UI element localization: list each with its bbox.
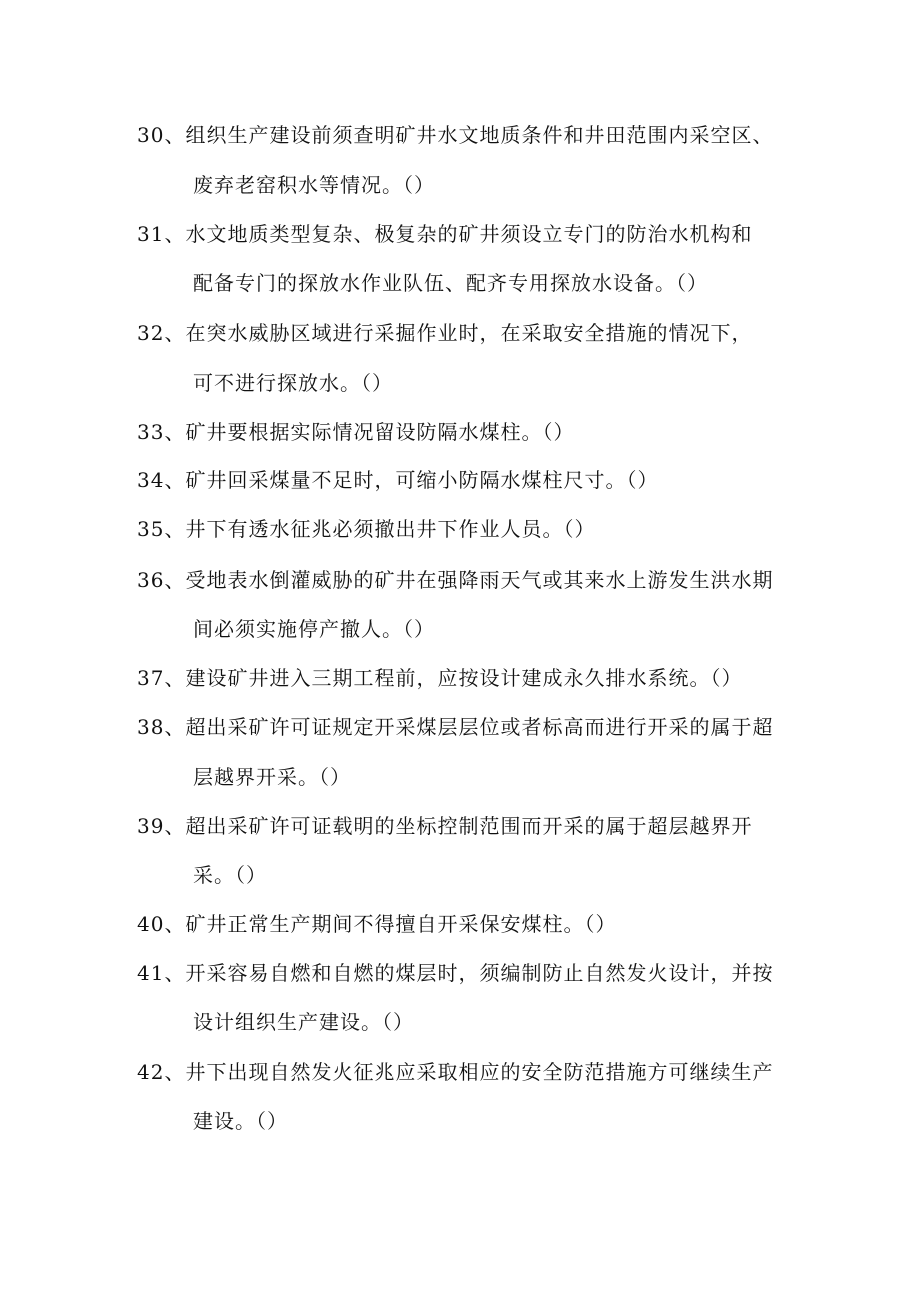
question-31-line-2: 配备专门的探放水作业队伍、配齐专用探放水设备。（） (193, 271, 708, 295)
question-39-line-1: 39、超出采矿许可证载明的坐标控制范围而开采的属于超层越界开 (137, 814, 753, 838)
question-42-line-2: 建设。（） (193, 1109, 288, 1133)
question-41-line-1: 41、开采容易自燃和自燃的煤层时，须编制防止自然发火设计，并按 (137, 961, 774, 985)
question-40-line-1: 40、矿井正常生产期间不得擅自开采保安煤柱。（） (137, 912, 617, 936)
question-30-line-1: 30、组织生产建设前须查明矿井水文地质条件和井田范围内采空区、 (137, 123, 774, 147)
question-31-line-1: 31、水文地质类型复杂、极复杂的矿井须设立专门的防治水机构和 (137, 222, 753, 246)
question-33-line-1: 33、矿井要根据实际情况留设防隔水煤柱。（） (137, 420, 575, 444)
question-37-line-1: 37、建设矿井进入三期工程前，应按设计建成永久排水系统。（） (137, 666, 743, 690)
question-36-line-1: 36、受地表水倒灌威胁的矿井在强降雨天气或其来水上游发生洪水期 (137, 568, 774, 592)
question-32-line-2: 可不进行探放水。（） (193, 371, 393, 395)
question-35-line-1: 35、井下有透水征兆必须撤出井下作业人员。（） (137, 517, 596, 541)
question-38-line-1: 38、超出采矿许可证规定开采煤层层位或者标高而进行开采的属于超 (137, 715, 774, 739)
question-42-line-1: 42、井下出现自然发火征兆应采取相应的安全防范措施方可继续生产 (137, 1060, 774, 1084)
question-36-line-2: 间必须实施停产撤人。（） (193, 617, 435, 641)
question-32-line-1: 32、在突水威胁区域进行采掘作业时，在采取安全措施的情况下， (137, 321, 753, 345)
question-39-line-2: 采。（） (193, 863, 267, 887)
question-34-line-1: 34、矿井回采煤量不足时，可缩小防隔水煤柱尺寸。（） (137, 468, 659, 492)
question-41-line-2: 设计组织生产建设。（） (193, 1010, 414, 1034)
question-38-line-2: 层越界开采。（） (193, 765, 351, 789)
question-30-line-2: 废弃老窑积水等情况。（） (193, 173, 435, 197)
